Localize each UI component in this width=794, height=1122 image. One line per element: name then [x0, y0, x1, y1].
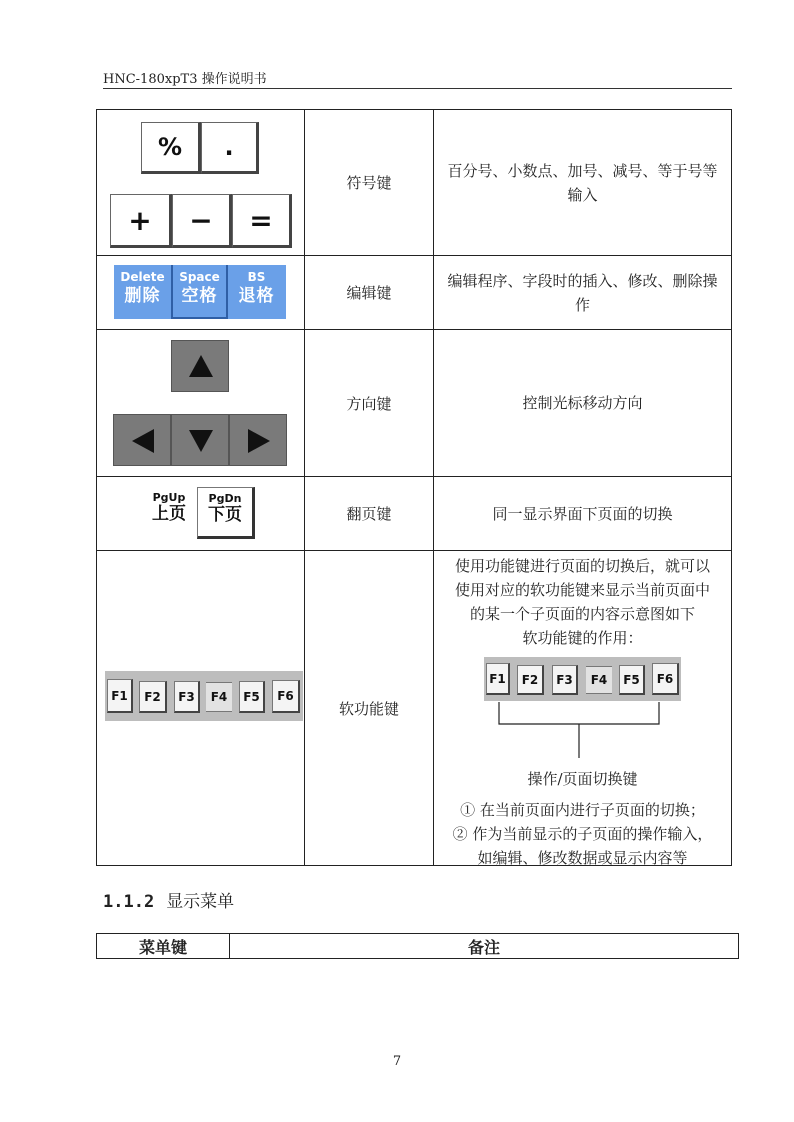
f1-key: F1 — [107, 679, 133, 713]
page-up-key: PgUp 上页 — [141, 487, 197, 539]
page-header — [103, 66, 732, 89]
key-name: 翻页键 — [305, 477, 434, 551]
section-heading — [103, 887, 234, 912]
f3-key: F3 — [174, 681, 200, 713]
header-title: HNC-180xpT3 操作说明书 — [103, 72, 267, 87]
key-name: 方向键 — [305, 330, 434, 477]
arrow-right-icon — [248, 429, 270, 453]
table-row — [97, 551, 732, 866]
symbol-keys-image — [97, 110, 305, 256]
soft-keys-image — [97, 551, 305, 866]
backspace-key: BS 退格 — [238, 270, 275, 306]
percent-key: % — [141, 122, 201, 174]
diagram-f5-key: F5 — [619, 665, 645, 695]
delete-key: Delete 删除 — [120, 270, 165, 306]
arrow-up-icon — [189, 355, 213, 377]
key-description: 同一显示界面下页面的切换 — [434, 477, 732, 551]
arrow-down-icon — [189, 430, 213, 452]
page-down-key: PgDn 下页 — [197, 487, 255, 539]
key-description: 百分号、小数点、加号、减号、等于号等输入 — [434, 110, 732, 256]
bracket-connector — [494, 702, 664, 762]
soft-keys-notes: ① 在当前页面内进行子页面的切换； ② 作为当前显示的子页面的操作输入， 如编辑、修改数据或显示内容等 — [452, 801, 713, 867]
diagram-f6-key: F6 — [652, 663, 679, 695]
soft-keys-caption: 操作/页面切换键 — [527, 770, 638, 788]
diagram-f2-key: F2 — [517, 665, 544, 695]
diagram-f4-key: F4 — [586, 666, 612, 694]
soft-keys-diagram — [484, 657, 681, 701]
key-name: 编辑键 — [305, 256, 434, 330]
space-key: Space 空格 — [171, 265, 228, 319]
section-title: 显示菜单 — [166, 892, 235, 912]
page-keys-image — [97, 477, 305, 551]
key-name: 软功能键 — [305, 551, 434, 866]
f2-key: F2 — [139, 681, 167, 713]
arrow-up-key — [171, 340, 229, 392]
f5-key: F5 — [239, 681, 265, 713]
decimal-point-key: . — [201, 122, 259, 174]
arrow-right-key — [229, 414, 287, 466]
plus-key: + — [110, 194, 172, 248]
edit-keys-image — [97, 256, 305, 330]
direction-keys-image — [97, 330, 305, 477]
minus-key: − — [172, 194, 232, 248]
table-row — [97, 477, 732, 551]
section-number: 1.1.2 — [103, 892, 155, 912]
f6-key: F6 — [272, 680, 300, 713]
key-description: 控制光标移动方向 — [434, 330, 732, 477]
equals-key: = — [232, 194, 292, 248]
key-name: 符号键 — [305, 110, 434, 256]
table-header-row — [97, 934, 739, 959]
soft-keys-description — [434, 551, 732, 866]
arrow-down-key — [171, 414, 229, 466]
diagram-f1-key: F1 — [486, 663, 510, 695]
diagram-f3-key: F3 — [552, 665, 578, 695]
table-row — [97, 256, 732, 330]
table-row — [97, 330, 732, 477]
page-number: 7 — [392, 1054, 402, 1069]
f4-key: F4 — [206, 682, 232, 712]
arrow-left-icon — [132, 429, 154, 453]
key-description: 编辑程序、字段时的插入、修改、删除操作 — [434, 256, 732, 330]
table-row — [97, 110, 732, 256]
remarks-header: 备注 — [230, 934, 739, 959]
menu-key-header: 菜单键 — [97, 934, 230, 959]
arrow-left-key — [113, 414, 171, 466]
soft-keys-text: 使用功能键进行页面的切换后，就可以 使用对应的软功能键来显示当前页面中 的某一个子页面的内容示意图如下 软功能键的作用： — [454, 557, 710, 647]
keys-table — [96, 109, 732, 866]
menu-table — [96, 933, 739, 959]
